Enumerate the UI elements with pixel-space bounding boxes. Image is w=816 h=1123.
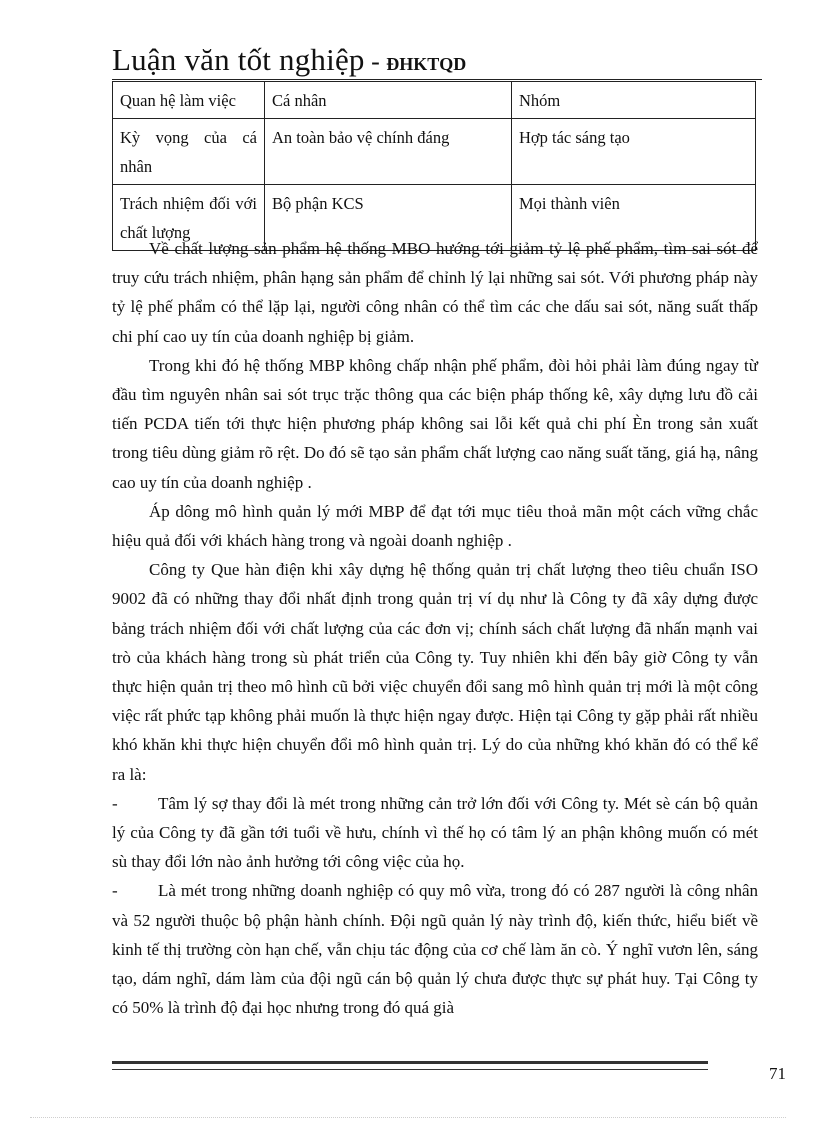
table-cell: Cá nhân [265, 82, 512, 119]
bullet-marker: - [112, 793, 118, 813]
page-edge-divider [30, 1117, 786, 1118]
table-cell: Hợp tác sáng tạo [512, 119, 756, 185]
bullet-text: Tâm lý sợ thay đổi là mét trong những cản trở lớn đối với Công ty. Mét sè cán bộ quản lý của Công ty đã gần tới tuổi về hưu, chính vì thế họ có tâm lý an phận không muốn có mét sù thay đổi lớn nào ảnh hưởng tới công việc của họ. [112, 793, 758, 872]
table-cell: Kỳ vọng của cá nhân [113, 119, 265, 185]
paragraph: Trong khi đó hệ thống MBP không chấp nhận phế phẩm, đòi hỏi phải làm đúng ngay từ đầu tìm nguyên nhân sai sót trục trặc thông qua các biện pháp thống kê, xây dựng lưu đồ cải tiến PCDA tiến tới thực hiện phương pháp không sai lỗi kết quả chi phí Èn trong sản xuất trong tiêu dùng giảm rõ rệt. Do đó sẽ tạo sản phẩm chất lượng cao năng suất tăng, giá hạ, nâng cao uy tín của doanh nghiệp . [112, 355, 758, 492]
table-cell: Trách nhiệm đối với chất lượng [113, 185, 265, 251]
responsibility-table [112, 81, 756, 251]
header-school: ĐHKTQD [386, 54, 467, 74]
paragraph: Về chất lượng sản phẩm hệ thống MBO hướng tới giảm tỷ lệ phế phẩm, tìm sai sót để truy cứu trách nhiệm, phân hạng sản phẩm để chỉnh lý lại những sai sót. Với phương pháp này tỷ lệ phế phẩm có thể lặp lại, người công nhân có thể tìm các che dấu sai sót, năng suất thấp chi phí cao uy tín của doanh nghiệp bị giảm. [112, 239, 758, 346]
bullet-item [112, 789, 758, 877]
paragraph: Công ty Que hàn điện khi xây dựng hệ thống quản trị chất lượng theo tiêu chuẩn ISO 9002 đã có những thay đổi nhất định trong quản trị ví dụ như là Công ty đã xây dựng được bảng trách nhiệm đối với chất lượng của các đơn vị; chính sách chất lượng đã nhấn mạnh vai trò của khách hàng trong sù phát triển của Công ty. Tuy nhiên khi đến bây giờ Công ty vẫn thực hiện quản trị theo mô hình cũ bởi việc chuyển đổi sang mô hình quản trị mới là một công việc rất phức tạp không phải muốn là thực hiện ngay được. Hiện tại Công ty gặp phải rất nhiều khó khăn khi thực hiện chuyển đổi mô hình quản trị. Lý do của những khó khăn đó có thể kể ra là: [112, 560, 758, 784]
paragraph: Áp dông mô hình quản lý mới MBP để đạt tới mục tiêu thoả mãn một cách vững chắc hiệu quả đối với khách hàng trong và ngoài doanh nghiệp . [112, 501, 758, 551]
page-number: 71 [769, 1064, 786, 1083]
table-row [113, 119, 756, 185]
table-cell: Bộ phận KCS [265, 185, 512, 251]
table-cell: An toàn bảo vệ chính đáng [265, 119, 512, 185]
body-text [112, 234, 758, 1022]
bullet-text: Là mét trong những doanh nghiệp có quy mô vừa, trong đó có 287 người là công nhân và 52 người thuộc bộ phận hành chính. Đội ngũ quản lý này trình độ, kiến thức, hiểu biết về kinh tế thị trường còn hạn chế, vẫn chịu tác động của cơ chế làm ăn cò. Ý nghĩ vươn lên, sáng tạo, dám nghĩ, dám làm của đội ngũ cán bộ quản lý chưa được thực sự phát huy. Tại Công ty có 50% là trình độ đại học nhưng trong đó quá già [112, 881, 758, 1018]
bullet-marker: - [112, 881, 118, 901]
table-row [113, 82, 756, 119]
table-cell: Mọi thành viên [512, 185, 756, 251]
header-separator: - [364, 47, 387, 76]
table-cell: Quan hệ làm việc [113, 82, 265, 119]
header-rule [112, 79, 762, 80]
footer-rule [112, 1061, 708, 1070]
bullet-item [112, 876, 758, 1022]
table-cell: Nhóm [512, 82, 756, 119]
page-header [112, 42, 762, 80]
header-title: Luận văn tốt nghiệp [112, 42, 365, 77]
